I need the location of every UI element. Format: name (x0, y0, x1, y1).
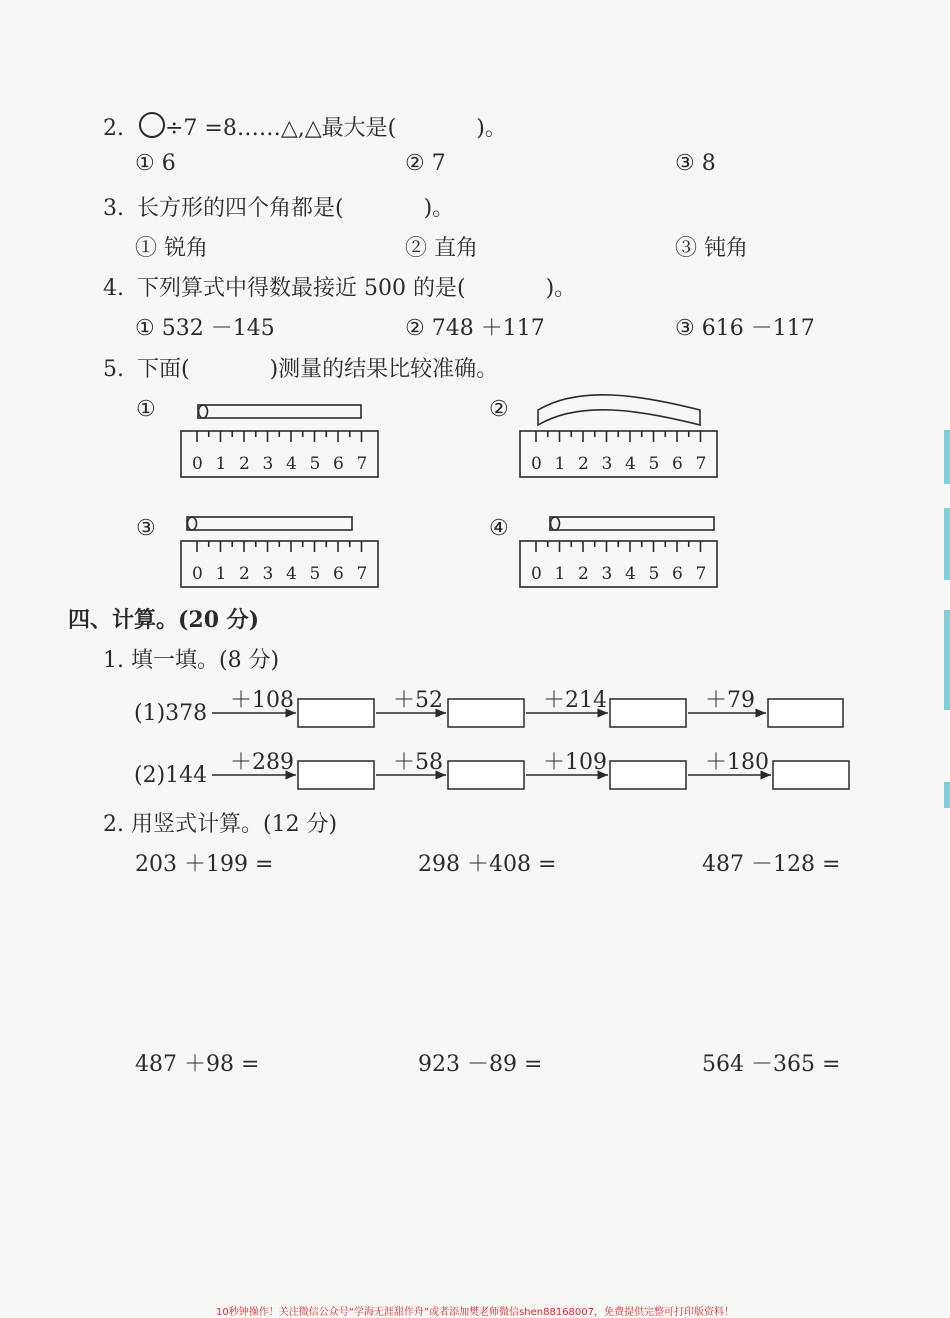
question-number: 3. (103, 196, 124, 221)
ruler-digit: 2 (239, 564, 250, 584)
option-1: ① 532 －145 (135, 316, 275, 341)
question-text-end: )。 (545, 276, 577, 301)
option-2: ② 直角 (405, 236, 478, 261)
chain1-op-2: ＋52 (393, 688, 443, 713)
ruler-digit: 1 (215, 454, 227, 474)
ruler-digit: 7 (356, 564, 368, 584)
chain2-op-2: ＋58 (393, 750, 443, 775)
question-number: 4. (103, 276, 124, 301)
ruler-digit: 7 (356, 454, 368, 474)
answer-box[interactable] (768, 699, 843, 727)
calc-6: 564 －365 = (702, 1052, 841, 1077)
ruler-digit: 1 (215, 564, 227, 584)
calc-4: 487 ＋98 = (135, 1052, 260, 1077)
chain2-op-4: ＋180 (705, 750, 769, 775)
ruler-digit: 5 (309, 454, 321, 474)
ruler-digit: 7 (695, 564, 707, 584)
ruler-option-label-3: ③ (136, 516, 156, 541)
chain2-op-1: ＋289 (230, 750, 294, 775)
question-number: 2. (103, 116, 124, 141)
ruler-digit: 0 (192, 564, 203, 584)
ruler-digit: 6 (333, 564, 344, 584)
ruler-digit: 2 (239, 454, 250, 474)
chain1-op-1: ＋108 (230, 688, 294, 713)
ruler-digit: 2 (578, 564, 589, 584)
ruler-digit: 2 (578, 454, 589, 474)
ruler-digit: 1 (554, 564, 566, 584)
ruler-digit: 4 (286, 564, 297, 584)
answer-box[interactable] (448, 699, 524, 727)
option-3: ③ 钝角 (675, 236, 748, 261)
calc-3: 487 －128 = (702, 852, 841, 877)
ruler-digit: 0 (531, 564, 542, 584)
chain2-op-3: ＋109 (543, 750, 607, 775)
ruler-digit: 7 (695, 454, 707, 474)
calc-2: 298 ＋408 = (418, 852, 557, 877)
option-3: ③ 616 －117 (675, 316, 815, 341)
edge-tab (944, 508, 950, 580)
ruler-digit: 6 (333, 454, 344, 474)
ruler-digit: 3 (601, 454, 613, 474)
ruler-option-label-4: ④ (489, 516, 509, 541)
option-1: ① 6 (135, 151, 176, 176)
subsection-vertical: 2. 用竖式计算。(12 分) (103, 812, 338, 837)
question-text: 长方形的四个角都是( (137, 196, 344, 221)
section-title: 四、计算。(20 分) (68, 607, 260, 633)
subsection-fill: 1. 填一填。(8 分) (103, 648, 280, 673)
option-1: ① 锐角 (135, 236, 208, 261)
ruler-digit: 5 (648, 454, 660, 474)
question-text: 下面( (137, 357, 190, 382)
question-text: 下列算式中得数最接近 500 的是( (137, 276, 466, 301)
option-2: ② 748 ＋117 (405, 316, 545, 341)
question-number: 5. (103, 357, 124, 382)
ruler-digit: 4 (286, 454, 297, 474)
answer-box[interactable] (448, 761, 524, 789)
edge-tab (944, 782, 950, 808)
ruler-digit: 1 (554, 454, 566, 474)
chain1-op-3: ＋214 (543, 688, 607, 713)
calc-1: 203 ＋199 = (135, 852, 274, 877)
ruler-digit: 3 (262, 454, 274, 474)
ruler-digit: 6 (672, 454, 683, 474)
question-text-end: )。 (423, 196, 455, 221)
ruler-digit: 3 (601, 564, 613, 584)
chain1-op-4: ＋79 (705, 688, 755, 713)
question-text-end: )。 (476, 116, 507, 141)
ruler-digit: 4 (625, 564, 636, 584)
footer-promo: 10秒钟操作！关注微信公众号“学海无涯甜作舟”或者添加樊老师微信shen88168007，免费提供完整可打印版资料！ (215, 1307, 735, 1318)
option-3: ③ 8 (675, 151, 716, 176)
chain1-start: (1)378 (134, 701, 208, 726)
ruler-digit: 4 (625, 454, 636, 474)
answer-box[interactable] (610, 761, 686, 789)
question-text: ÷7 =8……△,△最大是( (165, 116, 397, 141)
chain2-start: (2)144 (134, 763, 208, 788)
answer-box[interactable] (610, 699, 686, 727)
ruler-option-label-2: ② (489, 397, 509, 422)
option-2: ② 7 (405, 151, 446, 176)
ruler-digit: 6 (672, 564, 683, 584)
answer-box[interactable] (773, 761, 849, 789)
answer-box[interactable] (298, 699, 374, 727)
ruler-digit: 5 (309, 564, 321, 584)
edge-tab (944, 430, 950, 484)
ruler-digit: 5 (648, 564, 660, 584)
answer-box[interactable] (298, 761, 374, 789)
ruler-digit: 0 (192, 454, 203, 474)
ruler-digit: 3 (262, 564, 274, 584)
calc-5: 923 －89 = (418, 1052, 543, 1077)
edge-tab (944, 610, 950, 710)
ruler-option-label-1: ① (136, 397, 156, 422)
ruler-digit: 0 (531, 454, 542, 474)
question-text-end: )测量的结果比较准确。 (269, 357, 499, 382)
